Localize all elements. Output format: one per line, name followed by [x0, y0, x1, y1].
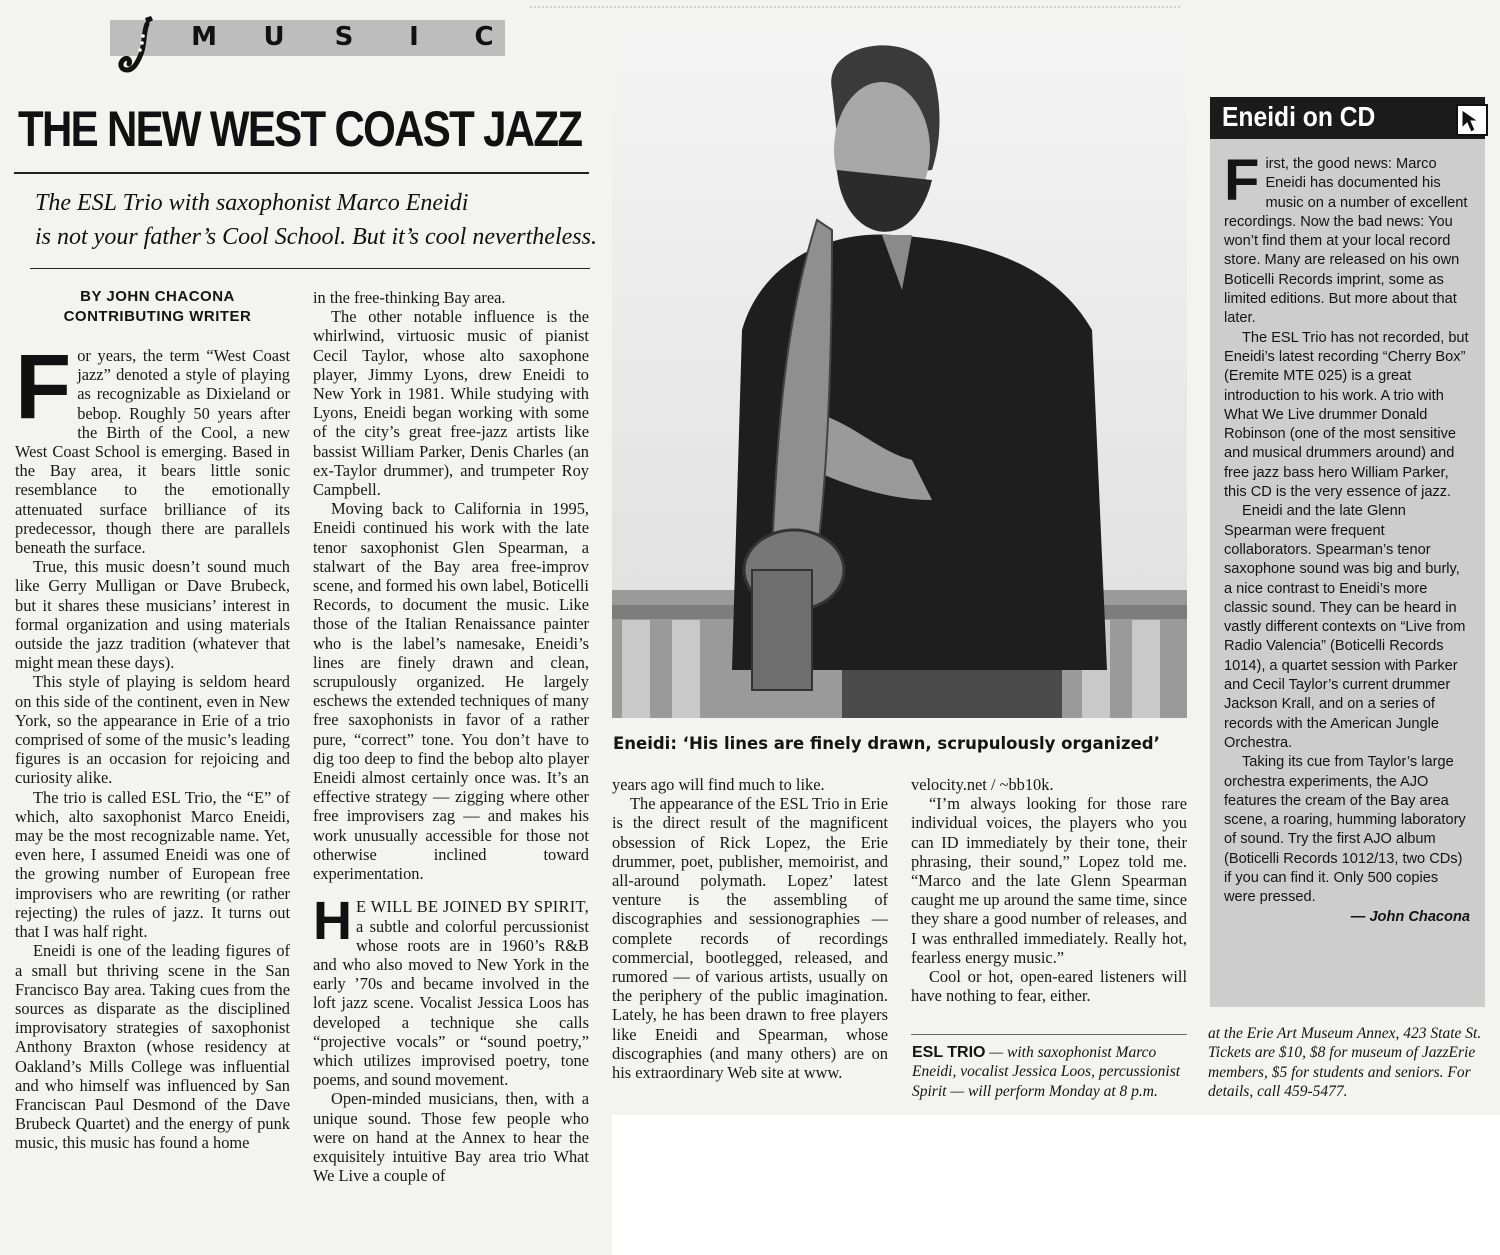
- article-paragraph: [15, 336, 290, 558]
- headline-rule: [14, 172, 589, 174]
- drop-cap: F: [15, 336, 72, 438]
- print-speckle: [530, 6, 1180, 26]
- sidebar-body: [1224, 148, 1470, 927]
- deck-line: The ESL Trio with saxophonist Marco Eneidi: [35, 190, 469, 216]
- photo-saxophonist: [612, 30, 1187, 718]
- lead-in-caps: E WILL BE JOINED BY SPIRIT,: [356, 897, 589, 917]
- article-paragraph: True, this music doesn’t sound much like Gerry Mulligan or Dave Brubeck, but it shares these musicians’ interest in formal organization and using materials outside the jazz tradition (whatever that might mean these days).: [15, 557, 290, 673]
- event-details: — with saxophonist Marco Eneidi, vocalist Jessica Loos, percussionist Spirit — will perform Monday at 8 p.m.: [912, 1044, 1181, 1100]
- article-column-3: [612, 775, 888, 1105]
- article-paragraph: years ago will find much to like.: [612, 775, 825, 794]
- deck-line: is not your father’s Cool School. But it’s cool nevertheless.: [35, 224, 597, 250]
- article-paragraph: Moving back to California in 1995, Eneidi continued his work with the late tenor saxophonist Glen Spearman, a stalwart of the Bay area free-improv scene, and formed his own label, Boticelli Records, to document the music. Like those of the Italian Renaissance painter who is the label’s namesake, Eneidi’s lines are finely drawn and clean, scrupulously organized. He largely eschews the extended techniques of many free saxophonists in favor of a rather pure, “correct” tone. You don’t have to dig too deep to find the bebop alto player Eneidi almost certainly once was. It’s an effective strategy — zigging where other free improvisers zag — and makes his work unusually accessible for those not otherwise inclined toward experimentation.: [313, 499, 589, 884]
- sidebar-paragraph: Taking its cue from Taylor’s large orchestra experiments, the AJO features the cream of the Bay area scene, a roaring, humming laboratory of sound. Try the first AJO album (Boticelli Records 1012/13, two CDs) if you can find it. Only 500 copies were pressed.: [1224, 754, 1466, 906]
- deck: [35, 186, 597, 254]
- section-letter: I: [409, 22, 421, 52]
- article-paragraph: velocity.net / ~bb10k.: [911, 775, 1054, 794]
- section-letter: M: [191, 22, 219, 52]
- sidebar-signature: — John Chacona: [1350, 908, 1470, 925]
- article-column-4: [911, 775, 1187, 1035]
- article-paragraph: in the free-thinking Bay area.: [313, 288, 506, 307]
- article-paragraph: The trio is called ESL Trio, the “E” of which, alto saxophonist Marco Eneidi, may be the most recognizable name. Yet, even here, I assumed Eneidi was one of the growing number of European free improvisers who are rewriting (or rather rejecting) the rules of jazz. It turns out that I was half right.: [15, 787, 290, 942]
- event-info: [912, 1043, 1187, 1101]
- paragraph-text: a subtle and colorful percussionist whose roots are in 1960’s R&B and who also moved to New York in the early ’70s and became involved in the loft jazz scene. Vocalist Jessica Loos has developed a technique she calls “projective vocals” or “sound poetry,” which utilizes improvised poetry, tone poems, and sound movement.: [313, 916, 589, 1090]
- sidebar-title: Eneidi on CD: [1222, 101, 1376, 132]
- section-letter: S: [334, 22, 356, 52]
- article-paragraph: Open-minded musicians, then, with a unique sound. Those few people who were on hand at the Annex to hear the exquisitely intuitive Bay area trio What We Live a couple of: [313, 1089, 589, 1186]
- article-paragraph: Eneidi is one of the leading figures of a small but thriving scene in the San Francisco Bay area. Taking cues from the sources as disparate as the disciplined improvisatory strategies of saxophonist Anthony Braxton (whose residency at Oakland’s Mills College was influential and who himself was influenced by San Franciscan Paul Desmond of the Dave Brubeck Quartet) and the energy of punk music, this music has found a home: [15, 941, 290, 1153]
- info-rule: [911, 1034, 1187, 1035]
- saxophone-icon: [115, 14, 163, 78]
- photo-caption: Eneidi: ‘His lines are finely drawn, scrupulously organized’: [613, 734, 1160, 753]
- article-paragraph: [313, 891, 589, 1090]
- sidebar-paragraph: Eneidi and the late Glenn Spearman were frequent collaborators. Spearman’s tenor saxophone sound was big and burly, a nice contrast to Eneidi’s more classic sound. They can be heard in vastly different contexts on “Live from Radio Valencia” (Boticelli Records 1014), a quartet session with Parker and Cecil Taylor’s current drummer Jackson Krall, and on a series of records with the American Jungle Orchestra.: [1224, 503, 1466, 751]
- section-letter: U: [263, 22, 287, 52]
- article-paragraph: “I’m always looking for those rare individual voices, the players who you can ID immediately by their tone, their phrasing, their sound,” Lopez told me. “Marco and the late Glenn Spearman caught me up around the same time, since they share a good number of releases, and I was enthralled immediately. Really hot, fearless energy music.”: [911, 794, 1187, 967]
- article-column-2: [313, 288, 589, 1243]
- article-paragraph: Cool or hot, open-eared listeners will have nothing to fear, either.: [911, 967, 1187, 1006]
- byline-role: CONTRIBUTING WRITER: [63, 308, 252, 325]
- article-paragraph: The other notable influence is the whirlwind, virtuosic music of pianist Cecil Taylor, whose alto saxophone player, Jimmy Lyons, drew Eneidi to New York in 1981. While studying with Lyons, Eneidi began working with some of the city’s great free-jazz artists like bassist William Parker, Denis Charles (an ex-Taylor drummer), and trumpeter Roy Campbell.: [313, 307, 589, 500]
- deck-rule: [30, 268, 590, 269]
- byline-author: BY JOHN CHACONA: [80, 288, 235, 305]
- drop-cap: H: [313, 891, 352, 952]
- drop-cap: F: [1224, 148, 1260, 213]
- sidebar-paragraph: [1224, 148, 1470, 329]
- byline: [30, 287, 285, 327]
- paragraph-text: or years, the term “West Coast jazz” denoted a style of playing as recognizable as Dixieland or bebop. Roughly 50 years after the Birth of the Cool, a new West Coast School is emerging. Based in the Bay area, it bears little sonic resemblance to the emotionally attenuated surface brilliance of its predecessor, though there are parallels beneath the surface.: [15, 346, 290, 558]
- article-paragraph: This style of playing is seldom heard on this side of the continent, even in New York, so the appearance in Erie of a trio comprised of some of the music’s leading figures is an occasion for rejoicing and curiosity alike.: [15, 672, 290, 788]
- event-name: ESL TRIO: [912, 1044, 986, 1061]
- section-label: [185, 22, 505, 56]
- headline: THE NEW WEST COAST JAZZ: [18, 101, 582, 157]
- section-letter: C: [474, 22, 496, 52]
- article-paragraph: The appearance of the ESL Trio in Erie is the direct result of the magnificent obsession of Rick Lopez, the Erie drummer, poet, publisher, memoirist, and all-around polymath. Lopez’ latest venture is the assembling of discographies and sessionographies — complete records of recordings commercial, bootlegged, released, and rumored — of various artists, usually on the periphery of the public imagination. Lately, he has been drawn to free players like Eneidi and Spearman, whose discographies (and many others) are on his extraordinary Web site at www.: [612, 794, 888, 1083]
- sidebar-paragraph: The ESL Trio has not recorded, but Eneidi’s latest recording “Cherry Box” (Eremite MTE 025) is a great introduction to his work. A trio with What We Live drummer Donald Robinson (one of the most sensitive and musical drummers around) and free jazz bass hero William Parker, this CD is the very essence of jazz.: [1224, 329, 1469, 501]
- event-info-continued: at the Erie Art Museum Annex, 423 State St. Tickets are $10, $8 for museum of JazzErie members, $5 for students and seniors. For details, call 459-5477.: [1208, 1025, 1482, 1100]
- paragraph-text: irst, the good news: Marco Eneidi has documented his music on a number of excellent recordings. Now the bad news: You won’t find them at your local record store. Many are released on his own Boticelli Records imprint, some as limited editions. But more about that later.: [1224, 156, 1468, 327]
- article-column-1: [15, 336, 290, 1246]
- cursor-arrow-icon: [1456, 104, 1488, 138]
